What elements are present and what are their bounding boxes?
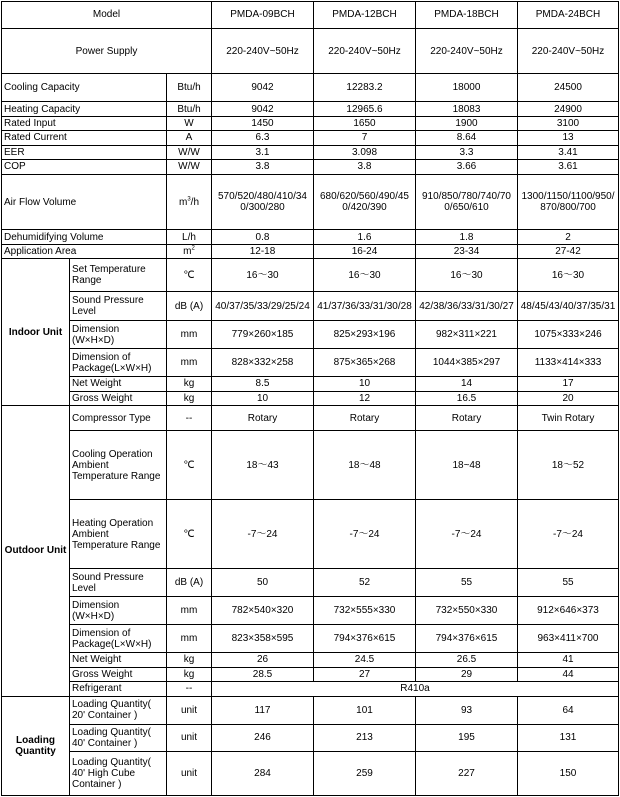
row-unit: kg xyxy=(167,653,212,667)
cell-value: 828×332×258 xyxy=(212,349,314,377)
row-unit: ℃ xyxy=(167,500,212,569)
power-supply-value: 220-240V~50Hz xyxy=(518,28,619,73)
cell-value: 12283.2 xyxy=(314,74,416,102)
cell-value: 64 xyxy=(518,696,619,724)
cell-value: 44 xyxy=(518,667,619,681)
cell-value: 1300/1150/1100/950/870/800/700 xyxy=(518,174,619,230)
row-unit: mm xyxy=(167,349,212,377)
cell-value: 794×376×615 xyxy=(416,625,518,653)
cell-value: 14 xyxy=(416,377,518,391)
cell-value: -7～24 xyxy=(212,500,314,569)
outdoor-row xyxy=(2,406,619,431)
refrigerant-row xyxy=(2,682,619,696)
cell-value: 1900 xyxy=(416,116,518,130)
row-label: Sound Pressure Level xyxy=(70,292,167,321)
cell-value: 26 xyxy=(212,653,314,667)
cell-value: 1.8 xyxy=(416,230,518,244)
cell-value: 16-24 xyxy=(314,244,416,258)
cell-value: 12965.6 xyxy=(314,102,416,116)
row-unit: W xyxy=(167,116,212,130)
cell-value: 27 xyxy=(314,667,416,681)
cooling-capacity-row xyxy=(2,74,619,102)
cell-value: 18～52 xyxy=(518,430,619,499)
cell-value: 284 xyxy=(212,752,314,796)
cell-value: 3.1 xyxy=(212,145,314,159)
cell-value: 825×293×196 xyxy=(314,321,416,349)
cell-value: 48/45/43/40/37/35/31 xyxy=(518,292,619,321)
cell-value: 55 xyxy=(518,569,619,597)
unit-base: m xyxy=(183,246,192,258)
cell-value: 779×260×185 xyxy=(212,321,314,349)
row-label: Gross Weight xyxy=(70,667,167,681)
cell-value: 2 xyxy=(518,230,619,244)
row-unit: -- xyxy=(167,682,212,696)
cell-value: 18～43 xyxy=(212,430,314,499)
row-unit: unit xyxy=(167,752,212,796)
row-label: Rated Input xyxy=(2,116,167,130)
cell-value: 963×411×700 xyxy=(518,625,619,653)
row-label: Heating Operation Ambient Temperature Range xyxy=(70,500,167,569)
power-supply-row xyxy=(2,28,619,73)
row-label: Gross Weight xyxy=(70,391,167,405)
row-label: Application Area xyxy=(2,244,167,258)
outdoor-row xyxy=(2,597,619,625)
indoor-row xyxy=(2,377,619,391)
cell-value: 1.6 xyxy=(314,230,416,244)
row-unit: Btu/h xyxy=(167,102,212,116)
unit-sup: 2 xyxy=(191,245,195,252)
cell-value: 912×646×373 xyxy=(518,597,619,625)
cell-value: 213 xyxy=(314,724,416,752)
cell-value: 10 xyxy=(314,377,416,391)
loading-row xyxy=(2,752,619,796)
row-label: Dehumidifying Volume xyxy=(2,230,167,244)
outdoor-row xyxy=(2,667,619,681)
cell-value: 26.5 xyxy=(416,653,518,667)
cell-value: 732×555×330 xyxy=(314,597,416,625)
outdoor-unit-group: Outdoor Unit xyxy=(2,406,70,696)
cell-value: 3.8 xyxy=(212,160,314,174)
cell-value: 246 xyxy=(212,724,314,752)
row-unit: unit xyxy=(167,696,212,724)
cell-value: 680/620/560/490/450/420/390 xyxy=(314,174,416,230)
cell-value: 6.3 xyxy=(212,131,314,145)
row-label: Loading Quantity( 40' Container ) xyxy=(70,724,167,752)
indoor-row xyxy=(2,321,619,349)
cell-value: 18～48 xyxy=(314,430,416,499)
cell-value: 131 xyxy=(518,724,619,752)
cell-value: 7 xyxy=(314,131,416,145)
cell-value: 29 xyxy=(416,667,518,681)
model-label: Model xyxy=(2,2,212,29)
row-unit: dB (A) xyxy=(167,292,212,321)
cell-value: 732×550×330 xyxy=(416,597,518,625)
cell-value: 52 xyxy=(314,569,416,597)
heating-capacity-row xyxy=(2,102,619,116)
cell-value: 1650 xyxy=(314,116,416,130)
cell-value: 40/37/35/33/29/25/24 xyxy=(212,292,314,321)
cell-value: 875×365×268 xyxy=(314,349,416,377)
power-supply-value: 220-240V~50Hz xyxy=(416,28,518,73)
cell-value: 50 xyxy=(212,569,314,597)
cell-value: Rotary xyxy=(416,406,518,431)
outdoor-row xyxy=(2,569,619,597)
cell-value: 41 xyxy=(518,653,619,667)
row-label: Loading Quantity( 40' High Cube Container ) xyxy=(70,752,167,796)
cell-value: 23-34 xyxy=(416,244,518,258)
cell-value: 16～30 xyxy=(416,259,518,292)
cell-value: 910/850/780/740/700/650/610 xyxy=(416,174,518,230)
cell-value: 24900 xyxy=(518,102,619,116)
cell-value: 9042 xyxy=(212,74,314,102)
cell-value: 18083 xyxy=(416,102,518,116)
cell-value: 3100 xyxy=(518,116,619,130)
row-label: Cooling Capacity xyxy=(2,74,167,102)
model-name: PMDA-24BCH xyxy=(518,2,619,29)
cell-value: Twin Rotary xyxy=(518,406,619,431)
cell-value: 12 xyxy=(314,391,416,405)
row-label: Air Flow Volume xyxy=(2,174,167,230)
row-unit: -- xyxy=(167,406,212,431)
cell-value: 27-42 xyxy=(518,244,619,258)
row-unit: unit xyxy=(167,724,212,752)
cell-value: 1075×333×246 xyxy=(518,321,619,349)
indoor-unit-group: Indoor Unit xyxy=(2,259,70,406)
loading-row xyxy=(2,724,619,752)
unit-sup: 3 xyxy=(187,196,191,203)
row-label: Net Weight xyxy=(70,653,167,667)
cell-value: 3.41 xyxy=(518,145,619,159)
cell-value: 101 xyxy=(314,696,416,724)
row-unit: ℃ xyxy=(167,259,212,292)
row-label: Dimension of Package(L×W×H) xyxy=(70,625,167,653)
rated-current-row xyxy=(2,131,619,145)
cell-value: 24500 xyxy=(518,74,619,102)
cell-value: 20 xyxy=(518,391,619,405)
row-unit: Btu/h xyxy=(167,74,212,102)
cell-value: 227 xyxy=(416,752,518,796)
cell-value: 794×376×615 xyxy=(314,625,416,653)
cell-value: 3.61 xyxy=(518,160,619,174)
row-label: EER xyxy=(2,145,167,159)
indoor-row xyxy=(2,349,619,377)
cell-value: 3.3 xyxy=(416,145,518,159)
row-label: Dimension (W×H×D) xyxy=(70,321,167,349)
cell-value: 1133×414×333 xyxy=(518,349,619,377)
unit-tail: /h xyxy=(190,196,200,208)
cell-value: 24.5 xyxy=(314,653,416,667)
cell-value: 17 xyxy=(518,377,619,391)
model-name: PMDA-18BCH xyxy=(416,2,518,29)
outdoor-row xyxy=(2,625,619,653)
cell-value: 3.8 xyxy=(314,160,416,174)
loading-quantity-group: Loading Quantity xyxy=(2,696,70,795)
cell-value: Rotary xyxy=(314,406,416,431)
row-label: Heating Capacity xyxy=(2,102,167,116)
cell-value: 782×540×320 xyxy=(212,597,314,625)
cell-value: 3.098 xyxy=(314,145,416,159)
cell-value: -7～24 xyxy=(314,500,416,569)
power-supply-value: 220-240V~50Hz xyxy=(212,28,314,73)
cell-value: 982×311×221 xyxy=(416,321,518,349)
cell-value: 3.66 xyxy=(416,160,518,174)
rated-input-row xyxy=(2,116,619,130)
row-unit: W/W xyxy=(167,160,212,174)
outdoor-row xyxy=(2,653,619,667)
row-label: Dimension of Package(L×W×H) xyxy=(70,349,167,377)
cop-row xyxy=(2,160,619,174)
row-unit: mm xyxy=(167,597,212,625)
cell-value: 823×358×595 xyxy=(212,625,314,653)
outdoor-row xyxy=(2,500,619,569)
outdoor-row xyxy=(2,430,619,499)
indoor-row xyxy=(2,292,619,321)
cell-value: 12-18 xyxy=(212,244,314,258)
row-unit: kg xyxy=(167,377,212,391)
cell-value: 259 xyxy=(314,752,416,796)
cell-value: 41/37/36/33/31/30/28 xyxy=(314,292,416,321)
row-label: Compressor Type xyxy=(70,406,167,431)
cell-value: 0.8 xyxy=(212,230,314,244)
row-unit: mm xyxy=(167,625,212,653)
row-unit: W/W xyxy=(167,145,212,159)
cell-value: 55 xyxy=(416,569,518,597)
cell-value: 1044×385×297 xyxy=(416,349,518,377)
cell-value: 93 xyxy=(416,696,518,724)
cell-value: -7～24 xyxy=(416,500,518,569)
cell-value: 16～30 xyxy=(518,259,619,292)
indoor-row xyxy=(2,259,619,292)
row-unit: ℃ xyxy=(167,430,212,499)
indoor-row xyxy=(2,391,619,405)
row-label: Refrigerant xyxy=(70,682,167,696)
row-label: Sound Pressure Level xyxy=(70,569,167,597)
row-unit: dB (A) xyxy=(167,569,212,597)
cell-value: 16.5 xyxy=(416,391,518,405)
spec-table xyxy=(1,1,619,796)
row-label: Rated Current xyxy=(2,131,167,145)
cell-value: 13 xyxy=(518,131,619,145)
cell-value: Rotary xyxy=(212,406,314,431)
cell-value: 150 xyxy=(518,752,619,796)
row-unit: mm xyxy=(167,321,212,349)
header-row xyxy=(2,2,619,29)
row-label: COP xyxy=(2,160,167,174)
unit-base: m xyxy=(178,196,188,208)
row-unit: kg xyxy=(167,391,212,405)
row-label: Net Weight xyxy=(70,377,167,391)
refrigerant-value: R410a xyxy=(212,682,619,696)
cell-value: 570/520/480/410/340/300/280 xyxy=(212,174,314,230)
cell-value: 10 xyxy=(212,391,314,405)
row-unit: A xyxy=(167,131,212,145)
cell-value: 195 xyxy=(416,724,518,752)
power-supply-value: 220-240V~50Hz xyxy=(314,28,416,73)
cell-value: 1450 xyxy=(212,116,314,130)
air-flow-row xyxy=(2,174,619,230)
row-label: Loading Quantity( 20' Container ) xyxy=(70,696,167,724)
row-unit xyxy=(167,174,212,230)
cell-value: 117 xyxy=(212,696,314,724)
model-name: PMDA-09BCH xyxy=(212,2,314,29)
eer-row xyxy=(2,145,619,159)
cell-value: 16～30 xyxy=(314,259,416,292)
cell-value: -7～24 xyxy=(518,500,619,569)
dehumidifying-row xyxy=(2,230,619,244)
cell-value: 28.5 xyxy=(212,667,314,681)
cell-value: 9042 xyxy=(212,102,314,116)
cell-value: 8.64 xyxy=(416,131,518,145)
model-name: PMDA-12BCH xyxy=(314,2,416,29)
application-area-row xyxy=(2,244,619,258)
row-unit xyxy=(167,244,212,258)
row-label: Cooling Operation Ambient Temperature Range xyxy=(70,430,167,499)
row-unit: kg xyxy=(167,667,212,681)
row-label: Dimension (W×H×D) xyxy=(70,597,167,625)
cell-value: 42/38/36/33/31/30/27 xyxy=(416,292,518,321)
cell-value: 18000 xyxy=(416,74,518,102)
cell-value: 18~48 xyxy=(416,430,518,499)
loading-row xyxy=(2,696,619,724)
cell-value: 8.5 xyxy=(212,377,314,391)
cell-value: 16～30 xyxy=(212,259,314,292)
row-label: Set Temperature Range xyxy=(70,259,167,292)
power-supply-label: Power Supply xyxy=(2,28,212,73)
row-unit: L/h xyxy=(167,230,212,244)
